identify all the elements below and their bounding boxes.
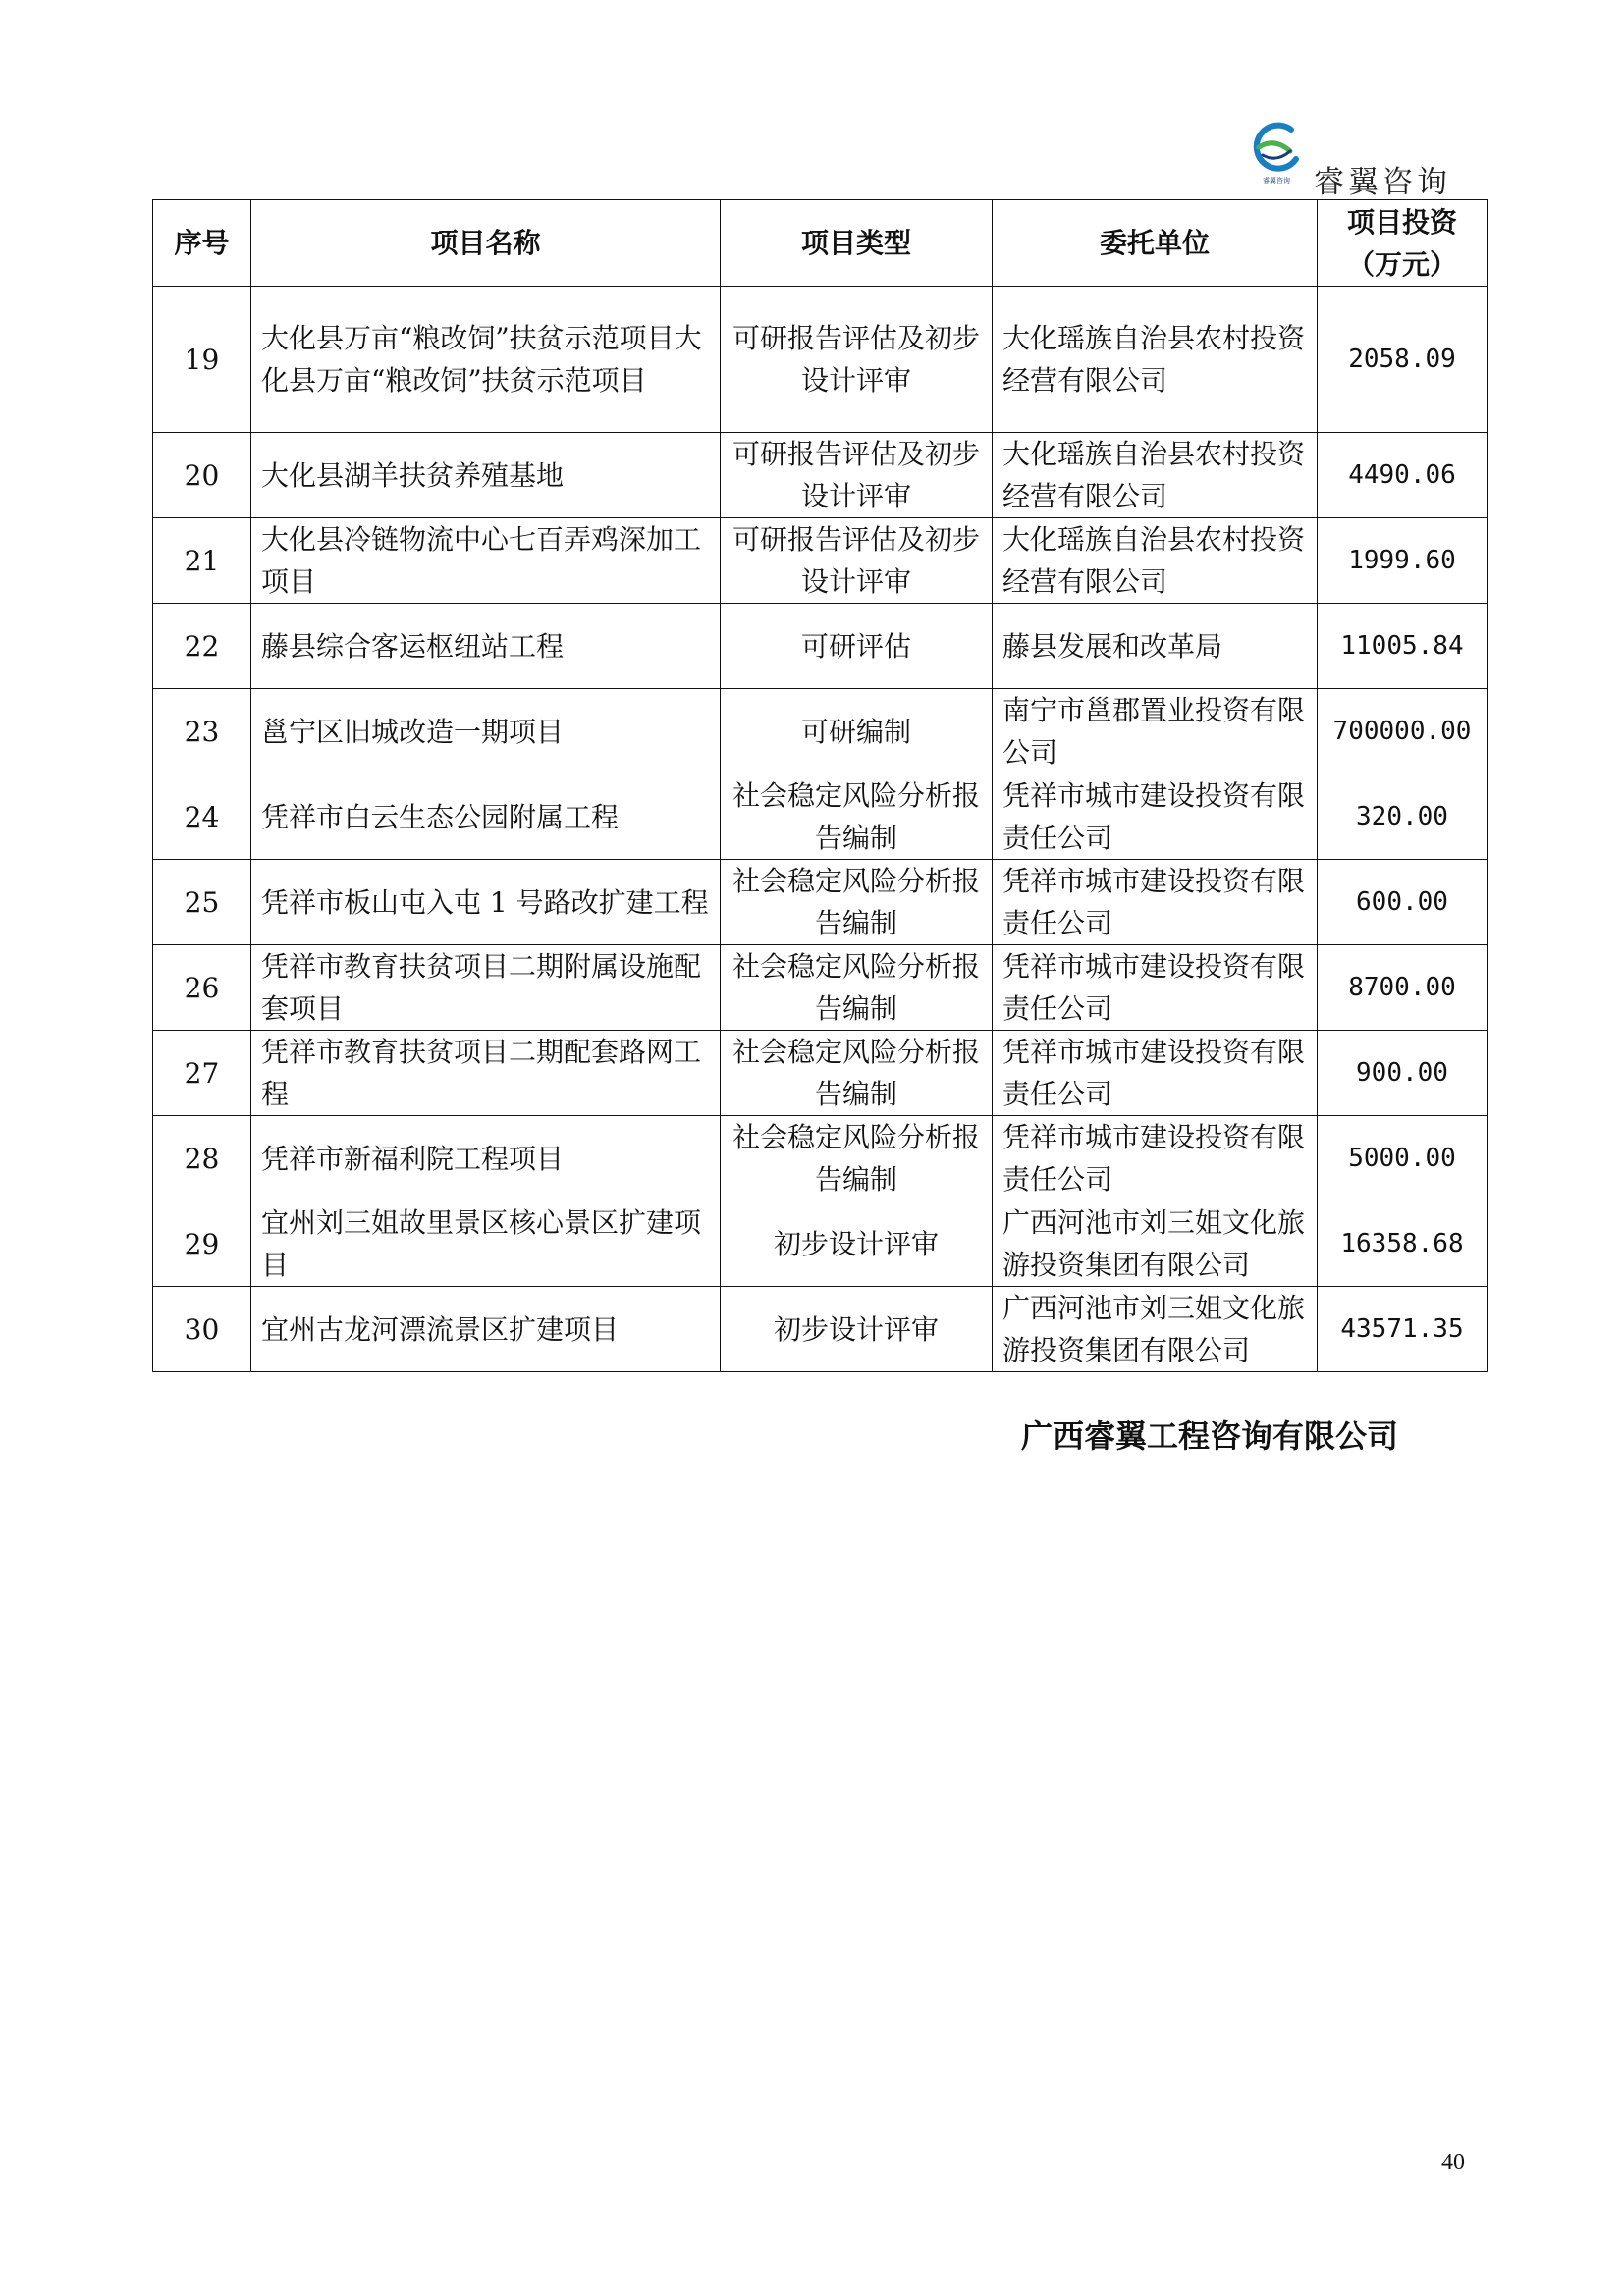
row-project-type: 社会稳定风险分析报告编制 xyxy=(721,945,993,1031)
row-project-type: 可研编制 xyxy=(721,689,993,774)
row-investment: 11005.84 xyxy=(1318,604,1488,689)
company-logo xyxy=(1247,118,1463,200)
row-client: 广西河池市刘三姐文化旅游投资集团有限公司 xyxy=(993,1287,1318,1372)
logo-small-text: 睿翼咨询 xyxy=(1263,177,1290,185)
row-client: 大化瑶族自治县农村投资经营有限公司 xyxy=(993,433,1318,518)
row-project-type: 初步设计评审 xyxy=(721,1287,993,1372)
row-investment: 43571.35 xyxy=(1318,1287,1488,1372)
table-row xyxy=(153,604,1488,689)
row-project-name: 大化县湖羊扶贫养殖基地 xyxy=(251,433,721,518)
row-investment: 5000.00 xyxy=(1318,1116,1488,1201)
row-index: 24 xyxy=(153,774,251,860)
row-index: 22 xyxy=(153,604,251,689)
table-row xyxy=(153,689,1488,774)
header-project-name: 项目名称 xyxy=(251,200,721,287)
table-row xyxy=(153,774,1488,860)
table-row xyxy=(153,945,1488,1031)
row-project-type: 社会稳定风险分析报告编制 xyxy=(721,774,993,860)
row-project-type: 可研报告评估及初步设计评审 xyxy=(721,433,993,518)
row-investment: 8700.00 xyxy=(1318,945,1488,1031)
row-project-type: 可研报告评估及初步设计评审 xyxy=(721,287,993,433)
row-project-name: 凭祥市教育扶贫项目二期配套路网工程 xyxy=(251,1031,721,1116)
row-project-name: 宜州古龙河漂流景区扩建项目 xyxy=(251,1287,721,1372)
table-row xyxy=(153,287,1488,433)
row-investment: 600.00 xyxy=(1318,860,1488,945)
table-row xyxy=(153,1116,1488,1201)
header-index: 序号 xyxy=(153,200,251,287)
row-project-name: 凭祥市教育扶贫项目二期附属设施配套项目 xyxy=(251,945,721,1031)
row-investment: 2058.09 xyxy=(1318,287,1488,433)
row-client: 凭祥市城市建设投资有限责任公司 xyxy=(993,1116,1318,1201)
table-row xyxy=(153,518,1488,604)
table-header-row xyxy=(153,200,1488,287)
header-project-type: 项目类型 xyxy=(721,200,993,287)
table-row xyxy=(153,860,1488,945)
row-project-type: 可研评估 xyxy=(721,604,993,689)
company-name: 广西睿翼工程咨询有限公司 xyxy=(1021,1417,1399,1455)
row-client: 南宁市邕郡置业投资有限公司 xyxy=(993,689,1318,774)
logo-mark-icon xyxy=(1247,118,1306,187)
row-project-name: 凭祥市白云生态公园附属工程 xyxy=(251,774,721,860)
row-client: 凭祥市城市建设投资有限责任公司 xyxy=(993,774,1318,860)
row-project-type: 可研报告评估及初步设计评审 xyxy=(721,518,993,604)
row-index: 20 xyxy=(153,433,251,518)
row-investment: 4490.06 xyxy=(1318,433,1488,518)
row-project-type: 社会稳定风险分析报告编制 xyxy=(721,860,993,945)
row-index: 19 xyxy=(153,287,251,433)
row-investment: 1999.60 xyxy=(1318,518,1488,604)
row-investment: 16358.68 xyxy=(1318,1201,1488,1287)
row-project-name: 宜州刘三姐故里景区核心景区扩建项目 xyxy=(251,1201,721,1287)
row-client: 大化瑶族自治县农村投资经营有限公司 xyxy=(993,518,1318,604)
row-index: 21 xyxy=(153,518,251,604)
row-project-name: 凭祥市新福利院工程项目 xyxy=(251,1116,721,1201)
table-row xyxy=(153,433,1488,518)
header-client: 委托单位 xyxy=(993,200,1318,287)
row-index: 27 xyxy=(153,1031,251,1116)
row-project-name: 凭祥市板山屯入屯 1 号路改扩建工程 xyxy=(251,860,721,945)
row-index: 29 xyxy=(153,1201,251,1287)
row-index: 28 xyxy=(153,1116,251,1201)
row-client: 广西河池市刘三姐文化旅游投资集团有限公司 xyxy=(993,1201,1318,1287)
row-project-name: 大化县万亩“粮改饲”扶贫示范项目大化县万亩“粮改饲”扶贫示范项目 xyxy=(251,287,721,433)
row-index: 30 xyxy=(153,1287,251,1372)
row-project-type: 社会稳定风险分析报告编制 xyxy=(721,1116,993,1201)
table-row xyxy=(153,1031,1488,1116)
row-project-type: 社会稳定风险分析报告编制 xyxy=(721,1031,993,1116)
row-project-type: 初步设计评审 xyxy=(721,1201,993,1287)
row-client: 凭祥市城市建设投资有限责任公司 xyxy=(993,945,1318,1031)
row-index: 25 xyxy=(153,860,251,945)
row-project-name: 邕宁区旧城改造一期项目 xyxy=(251,689,721,774)
row-investment: 900.00 xyxy=(1318,1031,1488,1116)
row-project-name: 大化县冷链物流中心七百弄鸡深加工项目 xyxy=(251,518,721,604)
projects-table xyxy=(152,199,1488,1372)
page-number: 40 xyxy=(1441,2150,1465,2175)
row-investment: 320.00 xyxy=(1318,774,1488,860)
row-client: 大化瑶族自治县农村投资经营有限公司 xyxy=(993,287,1318,433)
table-row xyxy=(153,1287,1488,1372)
row-index: 23 xyxy=(153,689,251,774)
logo-text: 睿翼咨询 xyxy=(1314,165,1451,200)
row-project-name: 藤县综合客运枢纽站工程 xyxy=(251,604,721,689)
row-investment: 700000.00 xyxy=(1318,689,1488,774)
table-row xyxy=(153,1201,1488,1287)
row-index: 26 xyxy=(153,945,251,1031)
row-client: 藤县发展和改革局 xyxy=(993,604,1318,689)
header-investment: 项目投资（万元） xyxy=(1318,200,1488,287)
row-client: 凭祥市城市建设投资有限责任公司 xyxy=(993,1031,1318,1116)
row-client: 凭祥市城市建设投资有限责任公司 xyxy=(993,860,1318,945)
